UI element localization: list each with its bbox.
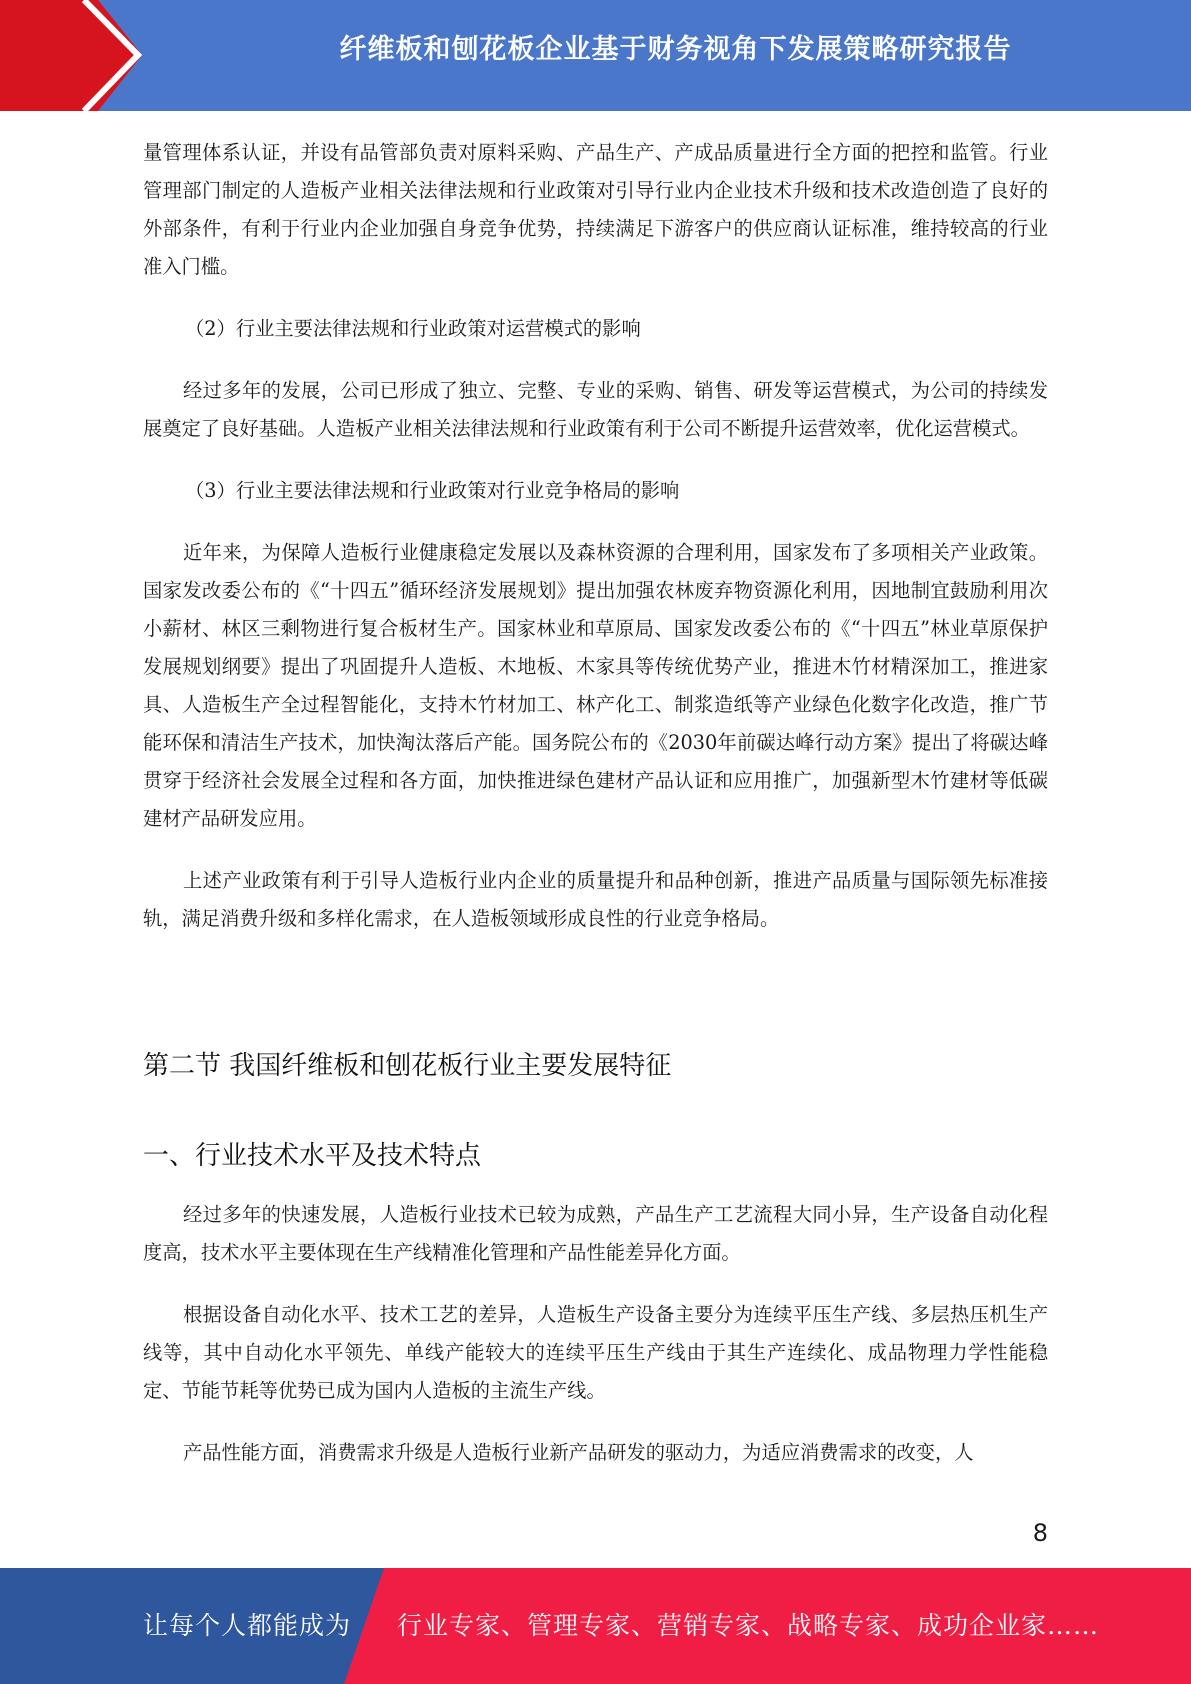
header-red-arrow-decoration <box>0 0 150 111</box>
paragraph-technology-level: 经过多年的快速发展，人造板行业技术已较为成熟，产品生产工艺流程大同小异，生产设备自动化程度高，技术水平主要体现在生产线精准化管理和产品性能差异化方面。 <box>143 1203 1048 1264</box>
subheading-operation-mode: （2）行业主要法律法规和行业政策对运营模式的影响 <box>185 317 641 340</box>
paragraph-equipment: 根据设备自动化水平、技术工艺的差异，人造板生产设备主要分为连续平压生产线、多层热压机生产线等，其中自动化水平领先、单线产能较大的连续平压生产线由于其生产连续化、成品物理力学性能稳定、节能节耗等优势已成为国内人造板的主流生产线。 <box>143 1303 1048 1402</box>
document-body <box>143 134 1048 1472</box>
paragraph-policies: 近年来，为保障人造板行业健康稳定发展以及森林资源的合理利用，国家发布了多项相关产业政策。国家发改委公布的《“十四五”循环经济发展规划》提出加强农林废弃物资源化利用，因地制宜鼓励利用次小薪材、林区三剩物进行复合板材生产。国家林业和草原局、国家发改委公布的《“十四五”林业草原保护发展规划纲要》提出了巩固提升人造板、木地板、木家具等传统优势产业，推进木竹材精深加工，推进家具、人造板生产全过程智能化，支持木竹材加工、林产化工、制浆造纸等产业绿色化数字化改造，推广节能环保和清洁生产技术，加快淘汰落后产能。国务院公布的《2030年前碳达峰行动方案》提出了将碳达峰贯穿于经济社会发展全过程和各方面，加快推进绿色建材产品认证和应用推广，加强新型木竹建材等低碳建材产品研发应用。 <box>143 541 1048 830</box>
page-header <box>0 0 1191 111</box>
paragraph-policy-effects: 上述产业政策有利于引导人造板行业内企业的质量提升和品种创新，推进产品质量与国际领先标准接轨，满足消费升级和多样化需求，在人造板领域形成良性的行业竞争格局。 <box>143 869 1048 930</box>
section-heading: 第二节 我国纤维板和刨花板行业主要发展特征 <box>143 1051 672 1081</box>
paragraph-product-performance: 产品性能方面，消费需求升级是人造板行业新产品研发的驱动力，为适应消费需求的改变，人 <box>183 1441 974 1464</box>
subsection-heading: 一、行业技术水平及技术特点 <box>143 1141 482 1171</box>
footer-slogan-left: 让每个人都能成为 <box>143 1611 352 1640</box>
paragraph-continued: 量管理体系认证，并设有品管部负责对原料采购、产品生产、产成品质量进行全方面的把控和监管。行业管理部门制定的人造板产业相关法律法规和行业政策对引导行业内企业技术升级和技术改造创造了良好的外部条件，有利于行业内企业加强自身竞争优势，持续满足下游客户的供应商认证标准，维持较高的行业准入门槛。 <box>143 141 1048 278</box>
report-title: 纤维板和刨花板企业基于财务视角下发展策略研究报告 <box>339 34 1012 65</box>
paragraph-operation-mode: 经过多年的发展，公司已形成了独立、完整、专业的采购、销售、研发等运营模式，为公司的持续发展奠定了良好基础。人造板产业相关法律法规和行业政策有利于公司不断提升运营效率，优化运营模式。 <box>143 379 1048 440</box>
subheading-competition: （3）行业主要法律法规和行业政策对行业竞争格局的影响 <box>185 479 680 502</box>
footer-slogan-right: 行业专家、管理专家、营销专家、战略专家、成功企业家…… <box>397 1611 1100 1640</box>
page-number: 8 <box>1032 1519 1048 1547</box>
page-footer <box>0 1568 1191 1684</box>
